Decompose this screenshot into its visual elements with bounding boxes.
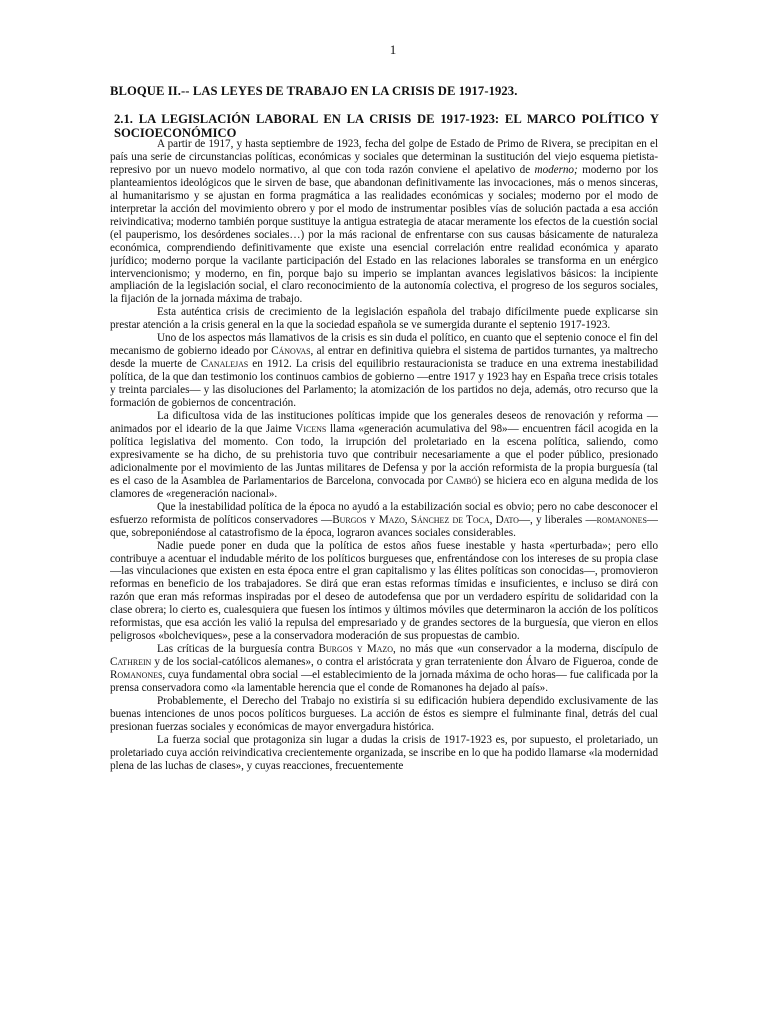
text-run: — que, sobreponiéndose al catastrofismo de la época, lograron avances sociales considerables. (110, 513, 658, 539)
paragraph-3 (110, 332, 658, 410)
text-run: Las críticas de la burguesía contra (157, 643, 319, 656)
section-title: 2.1. LA LEGISLACIÓN LABORAL EN LA CRISIS DE 1917-1923: EL MARCO POLÍTICO Y SOCIOECONÓMICO (114, 112, 659, 140)
text-run: , no más que «un conservador a la moderna, discípulo de (392, 643, 658, 656)
name-canovas: Cánovas (271, 345, 311, 358)
text-run: , (404, 513, 411, 526)
text-run: , al entrar en definitiva quiebra el sistema de partidos turnantes, ya maltrecho desde la muerte de (110, 345, 658, 371)
text-run: La dificultosa vida de las instituciones políticas impide que los generales deseos de renovación y reforma —animados por el ideario de la que Jaime (110, 410, 658, 435)
paragraph-5 (110, 501, 658, 540)
name-dato: Dato (495, 513, 519, 526)
paragraph-2: Esta auténtica crisis de crecimiento de la legislación española del trabajo difícilmente puede explicarse sin prestar atención a la crisis general en la que la sociedad española se ve sumergida durante el septenio 1917-1923. (110, 306, 658, 332)
text-run: en 1912. La crisis del equilibrio restauracionista se traduce en una extrema inestabilidad política, de la que dan testimonio los continuos cambios de gobierno —entre 1917 y 1923 hay en España trece crisis totales y treinta parciales— y las disoluciones del Parlamento; la atomización de los partidos no deja, además, otro recurso que la formación de gobiernos de concentración. (110, 358, 658, 410)
name-canalejas: Canalejas (200, 358, 249, 371)
block-title: BLOQUE II.-- LAS LEYES DE TRABAJO EN LA CRISIS DE 1917-1923. (110, 84, 518, 98)
text-run: Que la inestabilidad política de la época no ayudó a la estabilización social es obvio; pero no cabe desconocer el esfuerzo reformista de políticos conservadores — (110, 500, 658, 526)
paragraph-1 (110, 138, 658, 306)
name-cambo: Cambó (445, 474, 478, 487)
paragraph-6: Nadie puede poner en duda que la política de estos años fuese inestable y hasta «perturbada»; pero ello contribuye a acentuar el indudable mérito de los políticos burgueses que, enfrentándose con los intereses de su propia clase —las vinculaciones que existen en esta época entre el gran capitalismo y las élites políticas son conocidas—, promovieron reformas en beneficio de los trabajadores. Se dirá que eran estas reformas tímidas e insuficientes, e incluso se dirá con razón que eran más reformas inspiradas por el deseo de autodefensa que por un verdadero espíritu de solidaridad con la clase obrera; lo cierto es, cualesquiera que fuesen los íntimos y últimos móviles que determinaron la acción de los políticos reformistas, que esa acción les valió la repulsa del empresariado y de grandes sectores de la burguesía, que vieron en ellos peligrosos «bolcheviques», pese a la conservadora moderación de sus propuestas de cambio. (110, 539, 658, 643)
paragraph-9: La fuerza social que protagoniza sin lugar a dudas la crisis de 1917-1923 es, por supuesto, el proletariado, un proletariado cuya acción reivindicativa crecientemente organizada, se inscribe en lo que ha podido llamarse «la modernidad plena de las luchas de clases», y cuyas reacciones, frecuentemente (110, 733, 658, 772)
paragraph-7 (110, 643, 658, 695)
name-sanchez-de-toca: Sánchez de Toca (410, 513, 490, 526)
text-run: Uno de los aspectos más llamativos de la crisis es sin duda el político, en cuanto que el septenio conoce el fin del mecanismo de gobierno ideado por (110, 332, 658, 358)
name-romanones: Romanones (110, 669, 163, 682)
text-run: ) se hiciera eco en alguna medida de los clamores de «regeneración nacional». (110, 474, 658, 500)
paragraph-8: Probablemente, el Derecho del Trabajo no existiría si su edificación hubiera dependido exclusivamente de las buenas intenciones de unos pocos políticos burgueses. La acción de éstos es siempre el fulminante final, detrás del cual presionan fuerzas sociales y económicas de mayor envergadura histórica. (110, 694, 658, 733)
body-text (110, 138, 658, 1024)
paragraph-4 (110, 410, 658, 501)
text-run: , cuya fundamental obra social —el establecimiento de la jornada máxima de ocho horas— fue calificada por la prensa conservadora como «la lamentable herencia que el conde de Romanones ha dejado al país». (110, 669, 658, 695)
text-run: y de los social-católicos alemanes», o contra el aristócrata y gran terrateniente don Álvaro de Figueroa, conde de (151, 656, 658, 669)
text-run: —, y liberales — (518, 513, 597, 526)
name-burgos-y-mazo: Burgos y Mazo (332, 513, 405, 526)
text-run: A partir de 1917, y hasta septiembre de 1923, fecha del golpe de Estado de Primo de Rivera, se precipitan en el país una serie de circunstancias políticas, económicas y sociales que determinan la sustitución del viejo esquema pietista-represivo por un nuevo modelo normativo, al que con toda razón conviene el apelativo de (110, 138, 658, 176)
page-number: 1 (389, 42, 397, 57)
text-run: , (489, 513, 496, 526)
emphasis-moderno: moderno; (534, 163, 578, 176)
text-run: moderno por los planteamientos ideológicos que le sirven de base, que abandonan definitivamente las invocaciones, más o menos sinceras, al humanitarismo y se ajustan en forma pragmática a las realidades económicas y sociales; moderno por el modo de interpretar la acción del movimiento obrero y por el modo de instrumentar posibles vías de solución pactada a esa acción reivindicativa; moderno también porque sustituye la antigua estrategia de atacar meramente los efectos de la cuestión social (el pauperismo, los desórdenes sociales…) por la más racional de enfrentarse con sus causas básicamente de naturaleza económica, comprendiendo definitivamente que existe una esencial correlación entre realidad económica y aparato jurídico; moderno porque la vacilante participación del Estado en las relaciones laborales se transforma en un enérgico intervencionismo; y moderno, en fin, porque bajo su imperio se implantan avances legislativos básicos: la incipiente ampliación de la legislación social, el claro reconocimiento de la autonomía colectiva, el progreso de los seguros sociales, la fijación de la jornada máxima de trabajo. (110, 163, 658, 306)
name-vicens: Vicens (295, 422, 327, 435)
name-cathrein: Cathrein (110, 656, 152, 669)
text-run: llama «generación acumulativa del 98»— encuentren fácil acogida en la política legislativa del momento. Con todo, la irrupción del proletariado en la escena política, saliendo, como expresivamente se ha dicho, de su prehistoria tuvo que contribuir necesariamente a que el poder público, presionado adicionalmente por el movimiento de las Juntas militares de Defensa y por la acción reformista de la propia burguesía (tal es el caso de la Asamblea de Parlamentarios de Barcelona, convocada por (110, 422, 658, 487)
name-burgos-y-mazo: Burgos y Mazo (318, 643, 393, 656)
name-romanones: romanones (596, 513, 647, 526)
